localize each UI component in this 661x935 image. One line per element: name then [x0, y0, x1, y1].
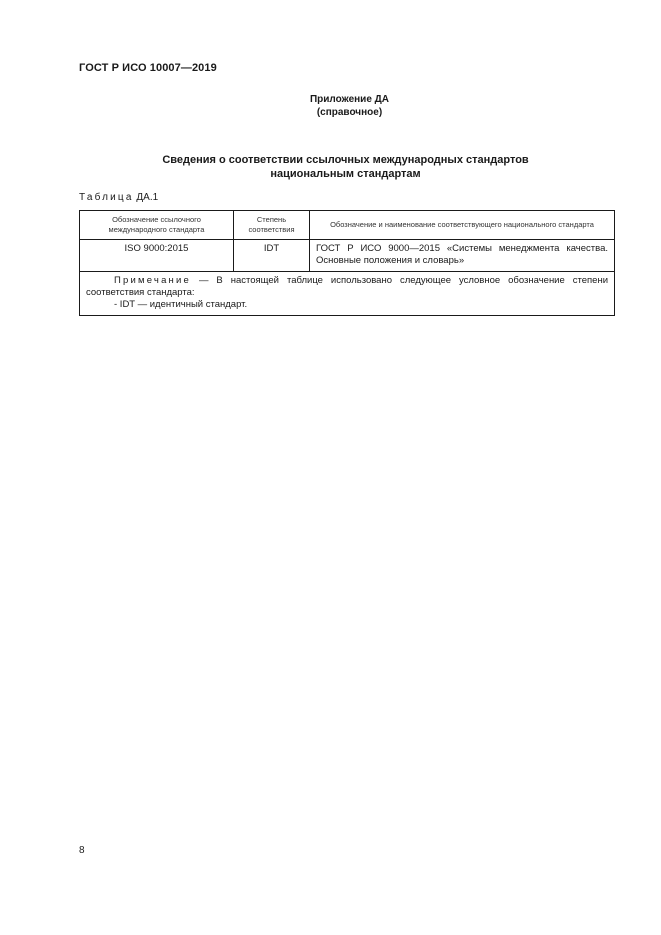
section-title-line2: национальным стандартам — [270, 168, 421, 180]
section-title — [0, 153, 661, 181]
section-title-line1: Сведения о соответствии ссылочных международных стандартов — [162, 154, 529, 166]
note-label: Примечание — [114, 275, 191, 286]
note-item: - IDT — идентичный стандарт. — [114, 299, 248, 310]
annex-heading — [0, 93, 661, 119]
column-header-national-standard: Обозначение и наименование соответствующего национального стандарта — [310, 211, 615, 240]
annex-title: Приложение ДА — [309, 94, 390, 105]
table-caption-label: Таблица — [79, 192, 134, 203]
cell-degree: IDT — [234, 240, 310, 272]
table-caption — [79, 192, 158, 203]
annex-subtitle: (справочное) — [316, 107, 383, 118]
column-header-degree: Степень соответствия — [234, 211, 310, 240]
cell-intl-standard: ISO 9000:2015 — [80, 240, 234, 272]
table-caption-number: ДА.1 — [136, 192, 159, 203]
cell-national-standard: ГОСТ Р ИСО 9000—2015 «Системы менеджмента качества. Основные положения и словарь» — [310, 240, 615, 272]
document-code: ГОСТ Р ИСО 10007—2019 — [79, 62, 217, 74]
note-body: — В настоящей таблице использовано следующее условное обозначение степени соответствия стандарта: — [86, 275, 608, 298]
table-header-row — [80, 211, 615, 240]
table-row — [80, 240, 615, 272]
table-note-row — [80, 272, 615, 316]
table-note — [80, 272, 615, 316]
page-number: 8 — [79, 845, 85, 856]
note-text — [86, 275, 608, 299]
column-header-intl-standard: Обозначение ссылочного международного стандарта — [80, 211, 234, 240]
reference-standards-table — [79, 210, 615, 316]
